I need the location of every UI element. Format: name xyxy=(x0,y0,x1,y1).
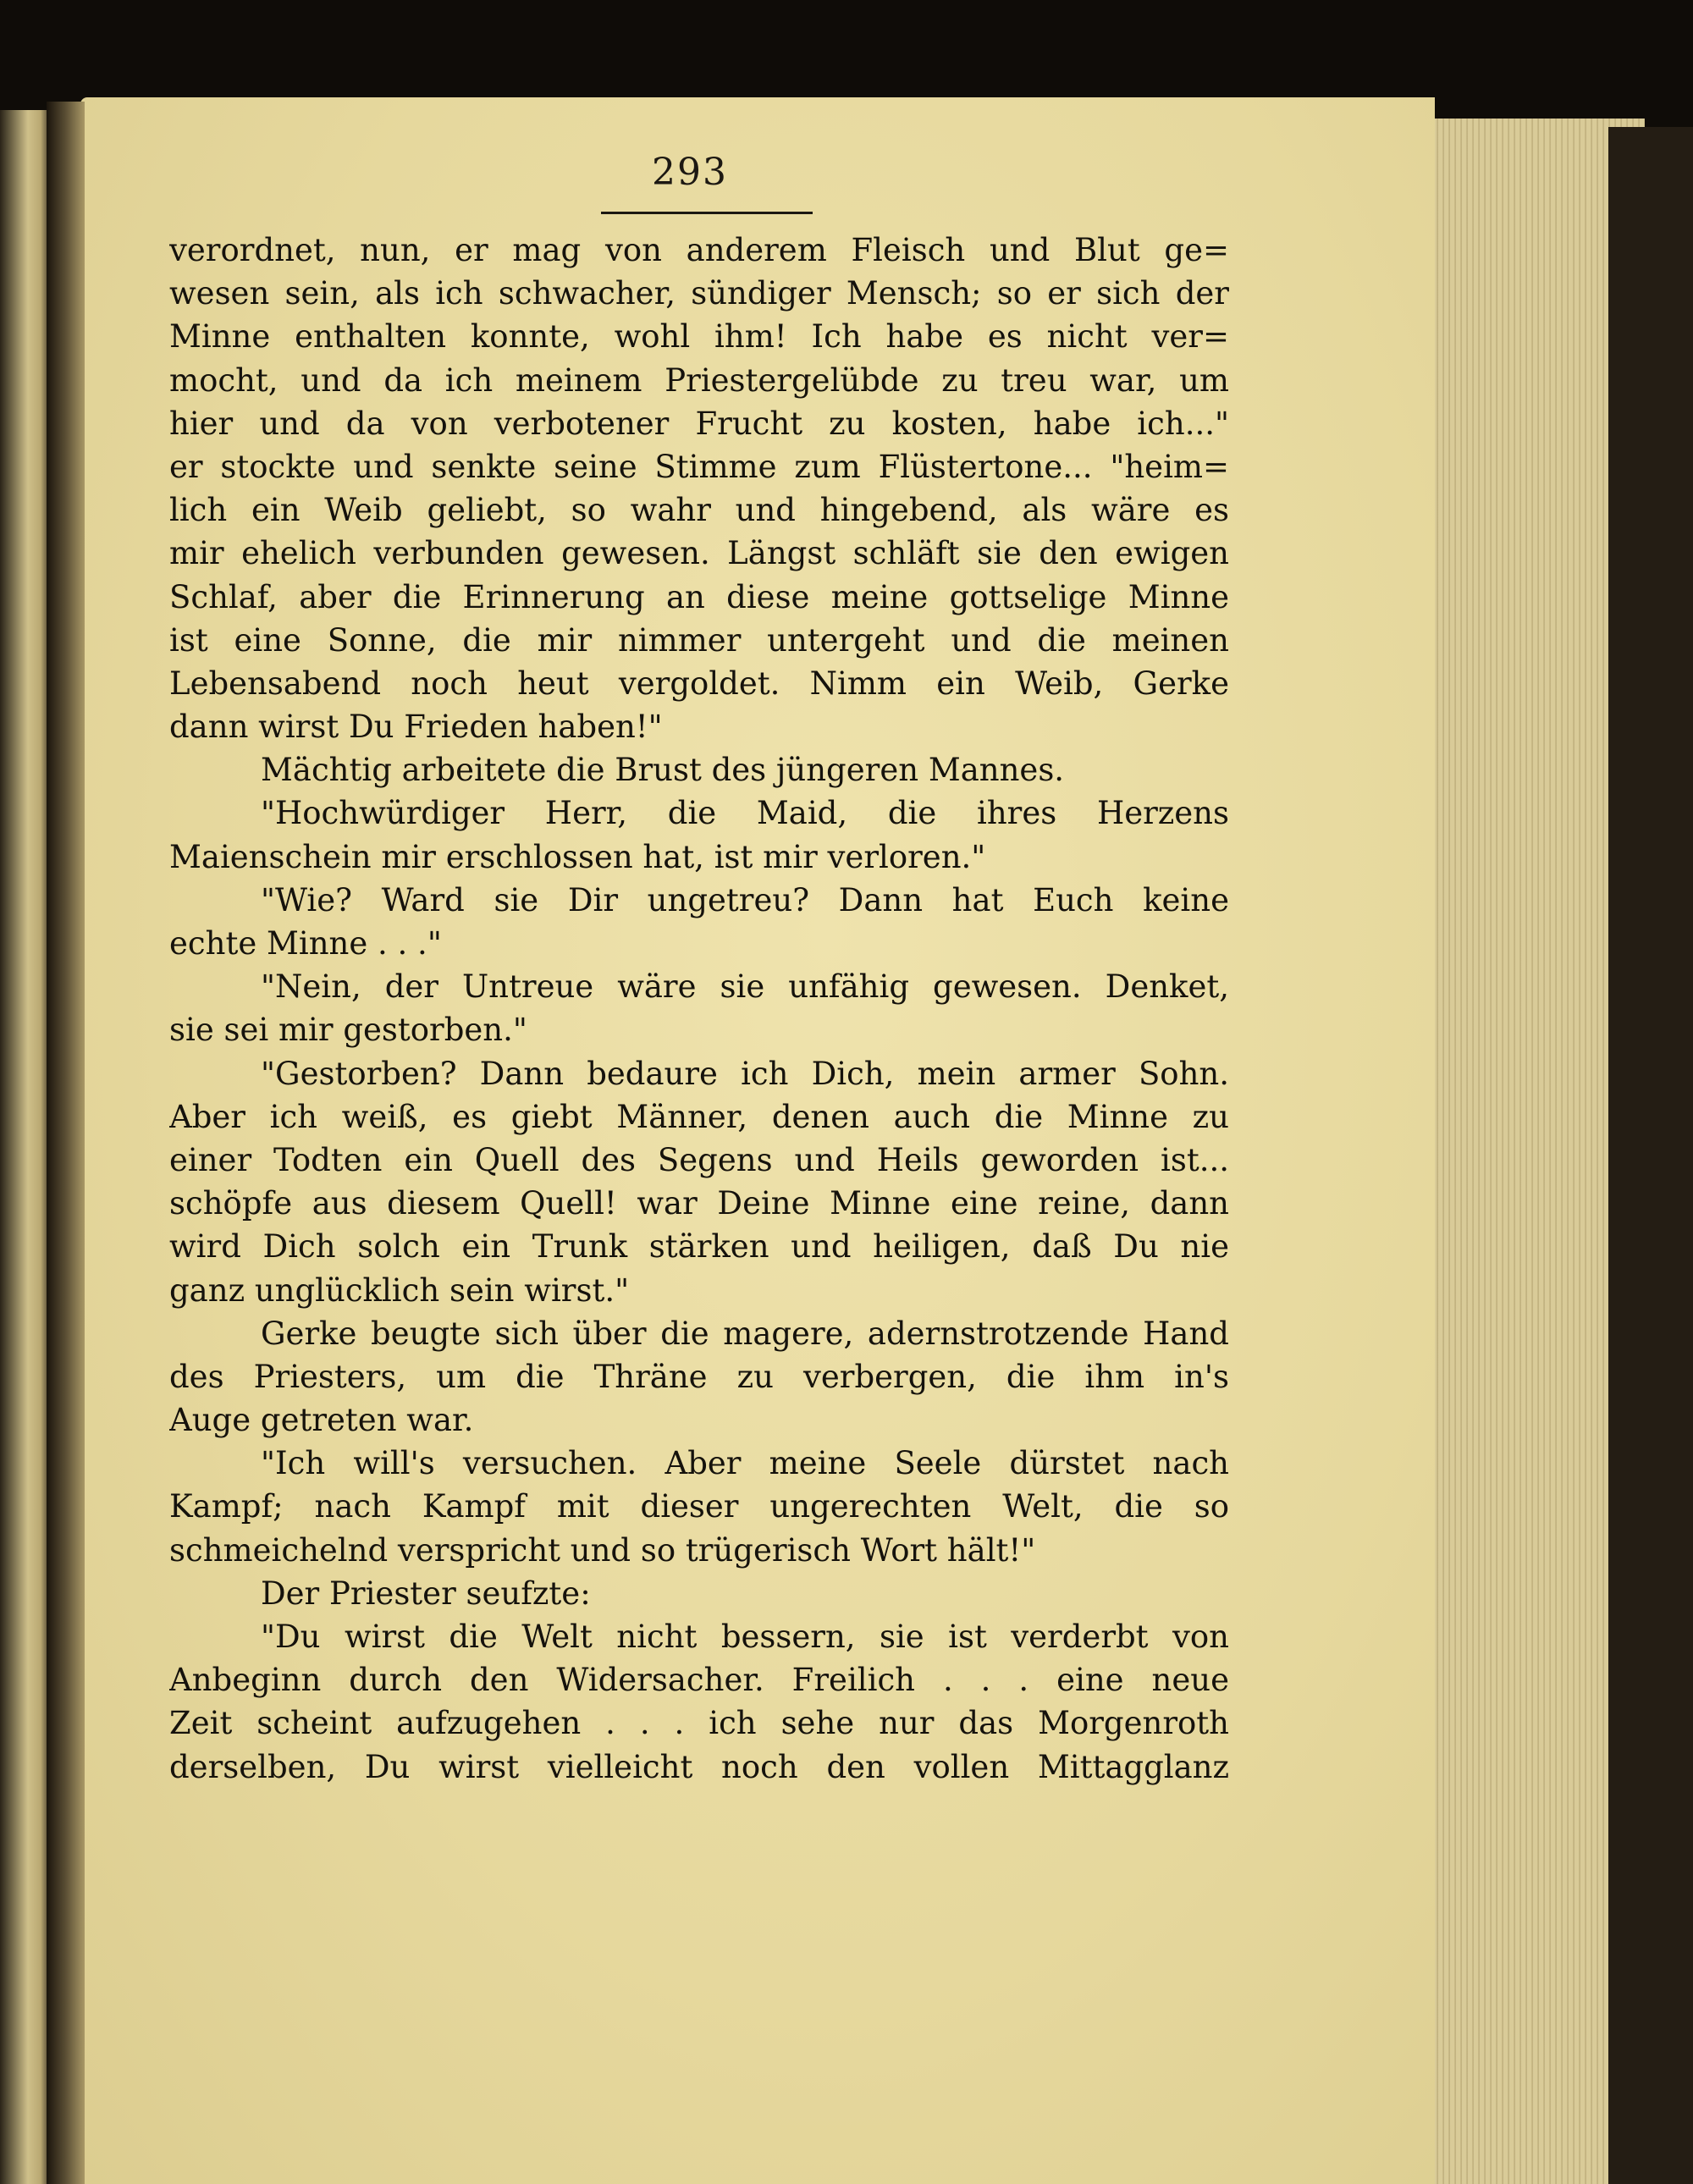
text-line: echte Minne . . ." xyxy=(169,925,442,962)
text-line: des Priesters, um die Thräne zu verbergen, die ihm in's xyxy=(169,1358,1229,1395)
page-number: 293 xyxy=(652,151,728,194)
text-line: Mächtig arbeitete die Brust des jüngeren Mannes. xyxy=(261,752,1065,789)
text-line: Auge getreten war. xyxy=(169,1402,474,1439)
text-line: Gerke beugte sich über die magere, adernstrotzende Hand xyxy=(261,1315,1229,1352)
text-line: Kampf; nach Kampf mit dieser ungerechten Welt, die so xyxy=(169,1488,1229,1525)
text-line: Der Priester seufzte: xyxy=(261,1575,591,1612)
text-line: mir ehelich verbunden gewesen. Längst schläft sie den ewigen xyxy=(169,535,1229,572)
text-line: wird Dich solch ein Trunk stärken und heiligen, daß Du nie xyxy=(169,1228,1229,1266)
text-line: schmeichelnd verspricht und so trügerisch Wort hält!" xyxy=(169,1531,1036,1569)
text-line: "Ich will's versuchen. Aber meine Seele dürstet nach xyxy=(261,1445,1229,1482)
text-line: lich ein Weib geliebt, so wahr und hingebend, als wäre es xyxy=(169,492,1229,529)
text-line: Schlaf, aber die Erinnerung an diese meine gottselige Minne xyxy=(169,578,1229,615)
text-line: Maienschein mir erschlossen hat, ist mir verloren." xyxy=(169,838,986,875)
text-line: derselben, Du wirst vielleicht noch den vollen Mittagglanz xyxy=(169,1748,1229,1785)
spine-shadow xyxy=(47,102,85,2184)
text-line: ist eine Sonne, die mir nimmer untergeht und die meinen xyxy=(169,621,1229,659)
text-line: Minne enthalten konnte, wohl ihm! Ich habe es nicht ver= xyxy=(169,318,1229,356)
book-cover-edge xyxy=(1608,127,1693,2184)
text-line: verordnet, nun, er mag von anderem Fleisch und Blut ge= xyxy=(169,232,1229,268)
text-line: "Wie? Ward sie Dir ungetreu? Dann hat Euch keine xyxy=(261,881,1229,918)
page-text xyxy=(169,229,1229,1789)
text-line: "Gestorben? Dann bedaure ich Dich, mein armer Sohn. xyxy=(261,1055,1229,1092)
text-line: hier und da von verbotener Frucht zu kosten, habe ich..." xyxy=(169,405,1229,442)
text-line: Aber ich weiß, es giebt Männer, denen auch die Minne zu xyxy=(169,1098,1229,1135)
text-line: sie sei mir gestorben." xyxy=(169,1012,527,1049)
text-line: "Hochwürdiger Herr, die Maid, die ihres Herzens xyxy=(261,795,1229,832)
text-line: Zeit scheint aufzugehen . . . ich sehe nur das Morgenroth xyxy=(169,1705,1229,1742)
text-line: wesen sein, als ich schwacher, sündiger Mensch; so er sich der xyxy=(169,275,1229,312)
text-line: ganz unglücklich sein wirst." xyxy=(169,1271,630,1309)
text-line: mocht, und da ich meinem Priestergelübde zu treu war, um xyxy=(169,361,1229,399)
page-number-rule xyxy=(601,212,813,214)
text-line: Anbeginn durch den Widersacher. Freilich . . . eine neue xyxy=(169,1662,1229,1699)
text-line: "Nein, der Untreue wäre sie unfähig gewesen. Denket, xyxy=(261,968,1229,1006)
text-line: Lebensabend noch heut vergoldet. Nimm ein Weib, Gerke xyxy=(169,665,1229,702)
text-line: einer Todten ein Quell des Segens und Heils geworden ist... xyxy=(169,1141,1229,1178)
text-line: "Du wirst die Welt nicht bessern, sie ist verderbt von xyxy=(261,1619,1229,1655)
left-page-edge xyxy=(0,110,51,2184)
text-line: er stockte und senkte seine Stimme zum Flüstertone... "heim= xyxy=(169,448,1229,485)
text-line: schöpfe aus diesem Quell! war Deine Minne eine reine, dann xyxy=(169,1185,1229,1222)
text-line: dann wirst Du Frieden haben!" xyxy=(169,709,663,746)
